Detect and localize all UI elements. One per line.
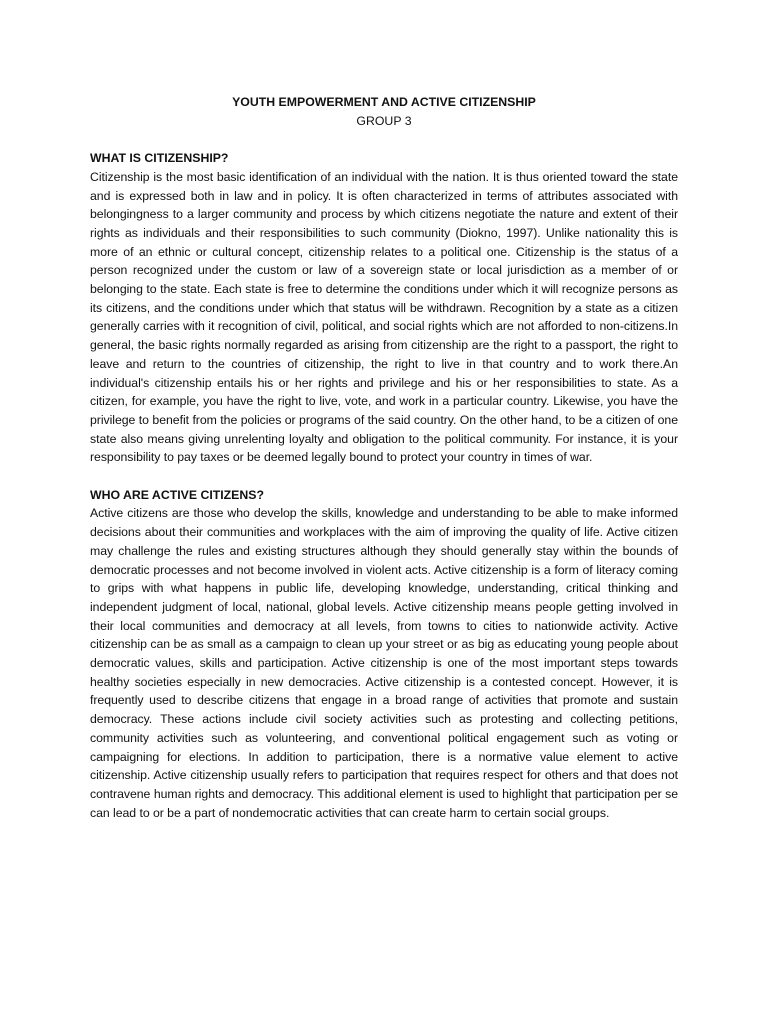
section-what-is-citizenship — [90, 149, 678, 467]
section-heading: WHO ARE ACTIVE CITIZENS? — [90, 487, 264, 502]
document-subtitle: GROUP 3 — [356, 113, 412, 128]
document-title: YOUTH EMPOWERMENT AND ACTIVE CITIZENSHIP — [232, 95, 536, 109]
section-heading: WHAT IS CITIZENSHIP? — [90, 151, 229, 166]
section-who-are-active-citizens — [90, 486, 678, 823]
document-page — [90, 93, 678, 841]
section-body: Citizenship is the most basic identification of an individual with the nation. It is thus oriented toward the state and is expressed both in law and in policy. It is often characterized in terms of attributes associated with belongingness to a larger community and process by which citizens negotiate the nature and extent of their rights as individuals and their responsibilities to such community (Diokno, 1997). Unlike nationality this is more of an ethnic or cultural concept, citizenship relates to a political one. Citizenship is the status of a person recognized under the custom or law of a sovereign state or local jurisdiction as a member of or belonging to the state. Each state is free to determine the conditions under which it will recognize persons as its citizens, and the conditions under which that status will be withdrawn. Recognition by a state as a citizen generally carries with it recognition of civil, political, and social rights which are not afforded to non-citizens.In general, the basic rights normally regarded as arising from citizenship are the right to a passport, the right to leave and return to the countries of citizenship, the right to live in that country and to work there.An individual's citizenship entails his or her rights and privilege and his or her responsibilities to state. As a citizen, for example, you have the right to live, vote, and work in a particular country. Likewise, you have the privilege to benefit from the policies or programs of the said country. On the other hand, to be a citizen of one state also means giving unrelenting loyalty and obligation to the political community. For instance, it is your responsibility to pay taxes or be deemed legally bound to protect your country in times of war. — [90, 169, 678, 465]
section-body: Active citizens are those who develop the skills, knowledge and understanding to be able to make informed decisions about their communities and workplaces with the aim of improving the quality of life. Active citizen may challenge the rules and existing structures although they should generally stay within the bounds of democratic processes and not become involved in violent acts. Active citizenship is a form of literacy coming to grips with what happens in public life, developing knowledge, understanding, critical thinking and independent judgment of local, national, global levels. Active citizenship means people getting involved in their local communities and democracy at all levels, from towns to cities to nationwide activity. Active citizenship can be as small as a campaign to clean up your street or as big as educating young people about democratic values, skills and participation. Active citizenship is one of the most important steps towards healthy societies especially in new democracies. Active citizenship is a contested concept. However, it is frequently used to describe citizens that engage in a broad range of activities that promote and sustain democracy. These actions include civil society activities such as protesting and collecting petitions, community activities such as volunteering, and conventional political engagement such as voting or campaigning for elections. In addition to participation, there is a normative value element to active citizenship. Active citizenship usually refers to participation that requires respect for others and that does not contravene human rights and democracy. This additional element is used to highlight that participation per se can lead to or be a part of nondemocratic activities that can create harm to certain social groups. — [90, 506, 678, 820]
